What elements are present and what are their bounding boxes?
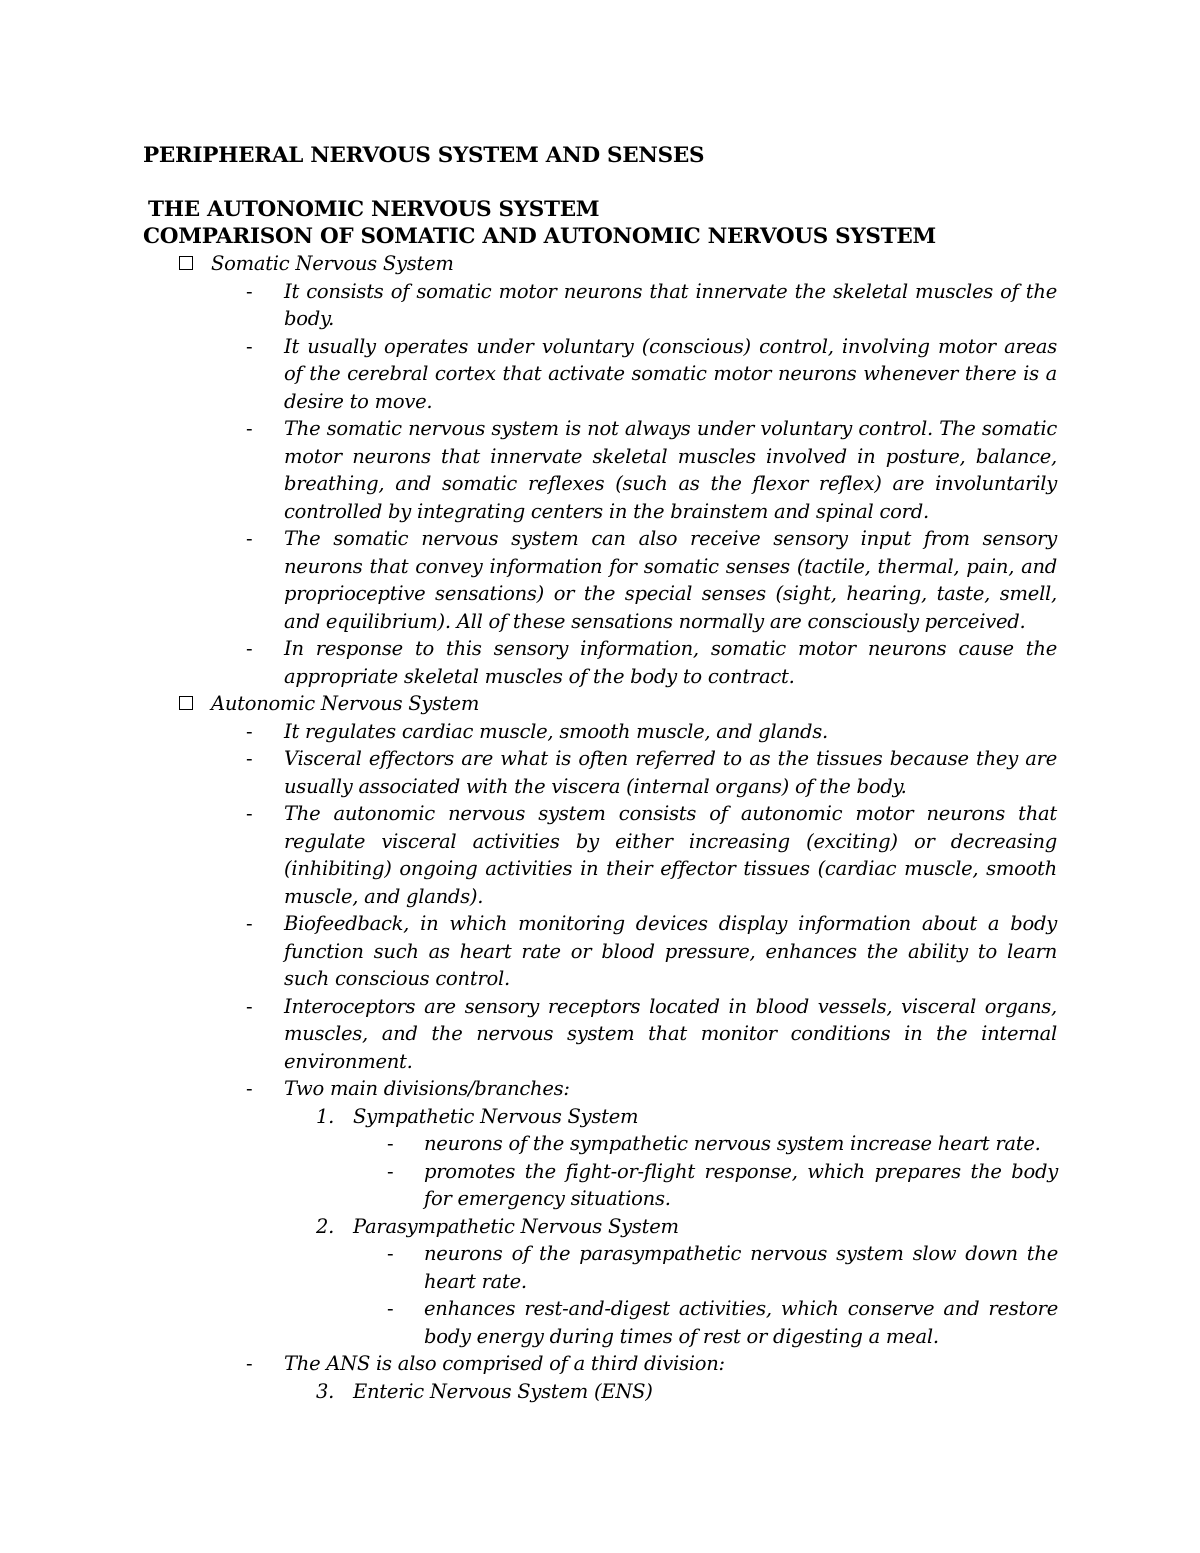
section-title: THE AUTONOMIC NERVOUS SYSTEM [148,197,600,222]
item-number: 2. [316,1214,335,1238]
list-item [0,745,1057,800]
bullet-text: Visceral effectors are what is often referred to as the tissues because they are usually associated with the viscera (internal organs) of the body. [284,747,1057,798]
numbered-item [0,1213,1200,1241]
division-name: Sympathetic Nervous System [353,1104,639,1128]
dash-bullet: - [246,1077,253,1100]
list-item [0,1295,1058,1350]
dash-bullet: - [246,747,253,770]
bullet-text: neurons of the sympathetic nervous system increase heart rate. [424,1132,1041,1155]
list-item [0,1350,1057,1378]
dash-bullet: - [246,417,253,440]
document-body [0,250,1200,1405]
list-item [0,415,1057,525]
dash-bullet: - [387,1297,394,1320]
dash-bullet: - [246,527,253,550]
dash-bullet: - [246,719,253,743]
bullet-text: The somatic nervous system can also receive sensory input from sensory neurons that convey information for somatic senses (tactile, thermal, pain, and proprioceptive sensations) or the special senses (sight, hearing, taste, smell, and equilibrium). All of these sensations normally are consciously perceived. [284,527,1057,633]
dash-bullet: - [387,1159,394,1183]
list-item [0,1240,1058,1295]
document-title: PERIPHERAL NERVOUS SYSTEM AND SENSES [143,143,705,168]
dash-bullet: - [246,994,253,1018]
dash-bullet: - [246,912,253,935]
dash-bullet: - [246,1352,253,1375]
dash-bullet: - [246,334,253,358]
somatic-heading [0,250,1200,278]
bullet-text: neurons of the parasympathetic nervous system slow down the heart rate. [424,1242,1058,1293]
bullet-text: In response to this sensory information, somatic motor neurons cause the appropriate skeletal muscles of the body to contract. [284,637,1057,688]
list-item [0,635,1057,690]
bullet-text: It consists of somatic motor neurons that innervate the skeletal muscles of the body. [284,279,1057,330]
list-item [0,910,1057,993]
bullet-text: Two main divisions/branches: [284,1077,570,1100]
list-item [0,993,1057,1076]
numbered-item [0,1378,1200,1406]
list-item [0,1130,1058,1158]
bullet-text: promotes the fight-or-flight response, which prepares the body for emergency situations. [424,1159,1058,1210]
numbered-item [0,1103,1200,1131]
dash-bullet: - [246,637,253,660]
division-name: Enteric Nervous System (ENS) [353,1379,653,1403]
list-item [0,525,1057,635]
autonomic-heading [0,690,1200,718]
bullet-text: Interoceptors are sensory receptors located in blood vessels, visceral organs, muscles, and the nervous system that monitor conditions in the internal environment. [284,994,1057,1073]
list-item [0,800,1057,910]
list-item [0,1158,1058,1213]
bullet-text: The ANS is also comprised of a third division: [284,1352,725,1375]
bullet-text: It usually operates under voluntary (conscious) control, involving motor areas of the cerebral cortex that activate somatic motor neurons whenever there is a desire to move. [284,334,1057,413]
checkbox-icon [179,256,193,270]
dash-bullet: - [387,1242,394,1265]
bullet-text: The somatic nervous system is not always under voluntary control. The somatic motor neurons that innervate skeletal muscles involved in posture, balance, breathing, and somatic reflexes (such as the flexor reflex) are involuntarily controlled by integrating centers in the brainstem and spinal cord. [284,417,1057,523]
dash-bullet: - [387,1132,394,1155]
bullet-text: Biofeedback, in which monitoring devices display information about a body function such as heart rate or blood pressure, enhances the ability to learn such conscious control. [284,912,1057,990]
list-item [0,718,1057,746]
item-number: 3. [316,1379,335,1403]
item-number: 1. [316,1104,335,1128]
list-item [0,278,1057,333]
dash-bullet: - [246,802,253,825]
autonomic-heading-text: Autonomic Nervous System [211,692,480,715]
checkbox-icon [179,696,193,710]
division-name: Parasympathetic Nervous System [353,1214,679,1238]
bullet-text: The autonomic nervous system consists of autonomic motor neurons that regulate visceral activities by either increasing (exciting) or decreasing (inhibiting) ongoing activities in their effector tissues (cardiac muscle, smooth muscle, and glands). [284,802,1057,908]
somatic-heading-text: Somatic Nervous System [211,252,454,275]
bullet-text: It regulates cardiac muscle, smooth muscle, and glands. [284,719,828,743]
dash-bullet: - [246,279,253,303]
list-item [0,1075,1057,1103]
subsection-title: COMPARISON OF SOMATIC AND AUTONOMIC NERVOUS SYSTEM [143,224,936,249]
bullet-text: enhances rest-and-digest activities, which conserve and restore body energy during times of rest or digesting a meal. [424,1297,1058,1348]
list-item [0,333,1057,416]
